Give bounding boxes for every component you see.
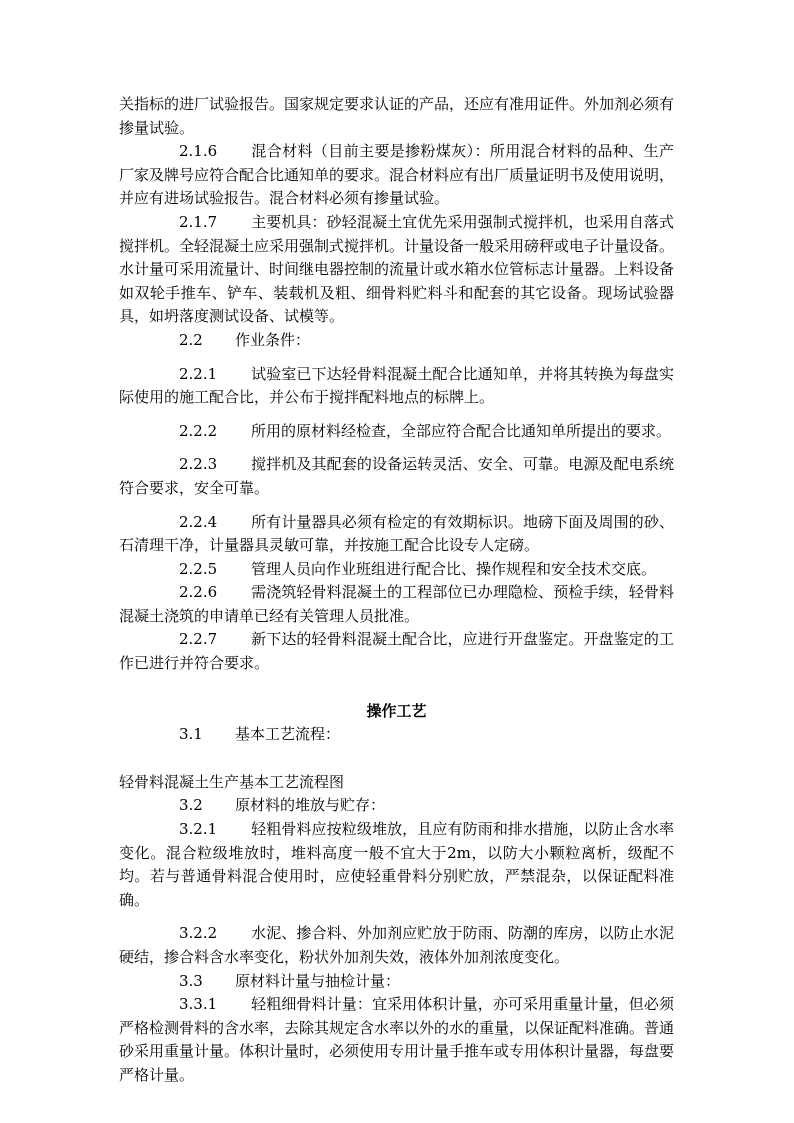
section-number: 3.2.1 (179, 820, 218, 839)
section-number: 2.2.3 (179, 455, 218, 474)
section-number: 2.2.7 (179, 630, 218, 649)
section-3-3-1 (119, 993, 674, 1087)
section-2-2-7 (119, 628, 674, 675)
section-3-1 (119, 723, 674, 747)
section-text: 混合材料（目前主要是掺粉煤灰）：所用混合材料的品种、生产厂家及牌号应符合配合比通知单的要求。混合材料应有出厂质量证明书及使用说明，并应有进场试验报告。混合材料必须有掺量试验。 (119, 142, 675, 208)
section-text: 新下达的轻骨料混凝土配合比，应进行开盘鉴定。开盘鉴定的工作已进行并符合要求。 (119, 630, 674, 673)
section-text: 原材料的堆放与贮存： (235, 796, 386, 815)
section-2-2-4 (119, 511, 674, 558)
section-3-2 (119, 794, 674, 818)
section-2-2-3 (119, 453, 674, 500)
section-text: 基本工艺流程： (235, 725, 341, 744)
section-number: 2.1.7 (179, 212, 218, 231)
section-number: 3.2.2 (179, 924, 218, 943)
section-2-2 (119, 329, 674, 353)
section-text: 主要机具：砂轻混凝土宜优先采用强制式搅拌机，也采用自落式搅拌机。全轻混凝土应采用强制式搅拌机。计量设备一般采用磅秤或电子计量设备。水计量可采用流量计、时间继电器控制的流量计或水箱水位管标志计量器。上料设备如双轮手推车、铲车、装载机及粗、细骨料贮料斗和配套的其它设备。现场试验器具，如坍落度测试设备、试模等。 (119, 212, 675, 326)
section-2-2-2 (119, 420, 674, 444)
section-number: 3.2 (179, 796, 203, 815)
section-number: 2.1.6 (179, 142, 218, 161)
section-number: 2.2.2 (179, 421, 218, 440)
document-page (119, 93, 674, 1088)
section-text: 轻粗细骨料计量：宜采用体积计量，亦可采用重量计量，但必须严格检测骨料的含水率，去除其规定含水率以外的水的重量，以保证配料准确。普通砂采用重量计量。体积计量时，必须使用专用计量手推车或专用体积计量器，每盘要严格计量。 (119, 995, 675, 1084)
section-2-2-1 (119, 363, 674, 410)
section-number: 3.3.1 (179, 995, 218, 1014)
section-text: 需浇筑轻骨料混凝土的工程部位已办理隐检、预检手续，轻骨料混凝土浇筑的申请单已经有关管理人员批准。 (119, 583, 674, 625)
section-2-2-6 (119, 581, 674, 628)
section-number: 3.1 (179, 725, 203, 744)
section-2-1-7 (119, 211, 674, 329)
section-2-1-6 (119, 140, 674, 211)
section-text: 所有计量器具必须有检定的有效期标识。地磅下面及周围的砂、石清理干净，计量器具灵敏可靠，并按施工配合比设专人定磅。 (119, 512, 674, 555)
section-text: 搅拌机及其配套的设备运转灵活、安全、可靠。电源及配电系统符合要求，安全可靠。 (119, 455, 674, 497)
section-3-2-1 (119, 818, 674, 912)
section-text: 试验室已下达轻骨料混凝土配合比通知单，并将其转换为每盘实际使用的施工配合比，并公布于搅拌配料地点的标牌上。 (119, 364, 674, 407)
section-number: 2.2.5 (179, 559, 218, 578)
section-heading: 操作工艺 (366, 701, 427, 720)
section-text: 轻粗骨料应按粒级堆放，且应有防雨和排水措施，以防止含水率变化。混合粒级堆放时，堆料高度一般不宜大于2m，以防大小颗粒离析，级配不均。若与普通骨料混合使用时，应使轻重骨料分别贮放，严禁混杂，以保证配料准确。 (119, 820, 674, 909)
section-2-2-5 (119, 558, 674, 582)
section-text: 作业条件： (235, 330, 311, 349)
intro-paragraph: 关指标的进厂试验报告。国家规定要求认证的产品，还应有准用证件。外加剂必须有掺量试验。 (119, 95, 675, 137)
section-text: 水泥、掺合料、外加剂应贮放于防雨、防潮的库房，以防止水泥硬结，掺合料含水率变化，粉状外加剂失效，液体外加剂浓度变化。 (119, 924, 674, 966)
section-number: 3.3 (179, 971, 203, 990)
section-number: 2.2.1 (179, 364, 218, 383)
section-number: 2.2.4 (179, 512, 218, 531)
section-3-3 (119, 970, 674, 994)
section-text: 所用的原材料经检查，全部应符合配合比通知单所提出的要求。 (251, 421, 672, 440)
section-text: 管理人员向作业班组进行配合比、操作规程和安全技术交底。 (251, 559, 657, 578)
section-number: 2.2 (179, 330, 203, 349)
section-text: 原材料计量与抽检计量： (235, 971, 401, 990)
section-number: 2.2.6 (179, 583, 218, 602)
section-3-2-2 (119, 922, 674, 969)
flow-diagram-caption: 轻骨料混凝土生产基本工艺流程图 (119, 772, 345, 791)
